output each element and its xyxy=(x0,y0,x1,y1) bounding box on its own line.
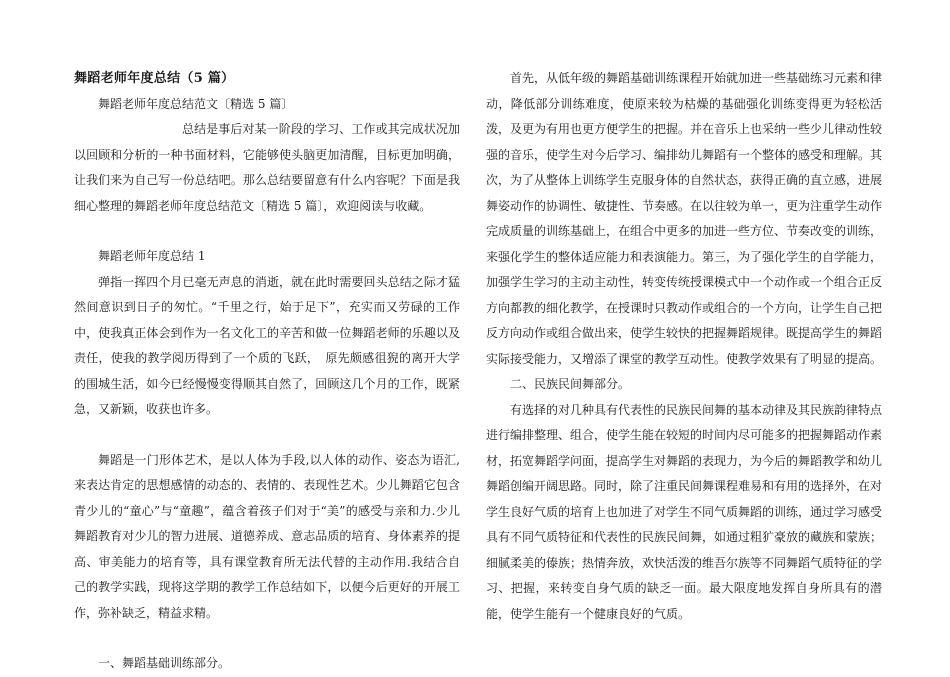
document-subtitle: 舞蹈老师年度总结范文〔精选 5 篇〕 xyxy=(98,96,294,111)
paragraph-4: 有选择的对几种具有代表性的民族民间舞的基本动律及其民族韵律特点进行编排整理、组合，使学生能在较短的时间内尽可能多的把握舞蹈动作素材，拓宽舞蹈学问面，提高学生对舞蹈的表现力，为今后的舞蹈教学和幼儿舞蹈创编开阔思路。同时，除了注重民间舞课程难易和有用的选择外，在对学生良好气质的培育上也加进了对学生不同气质舞蹈的训练，通过学习感受具有不同气质特征和代表性的民族民间舞，如通过粗犷豪放的藏族和蒙族；细腻柔美的傣族；热情奔放，欢快活泼的维吾尔族等不同舞蹈气质特征的学习、把握，来转变自身气质的缺乏一面。最大限度地发挥自身所具有的潜能，使学生能有一个健康良好的气质。 xyxy=(486,402,883,621)
left-column xyxy=(74,66,460,677)
document-title: 舞蹈老师年度总结（5 篇） xyxy=(74,71,235,86)
section-title: 舞蹈老师年度总结 1 xyxy=(98,249,206,263)
right-column xyxy=(486,66,882,627)
paragraph-3: 首先，从低年级的舞蹈基础训练课程开始就加进一些基础练习元素和律动，降低部分训练难度，使原来较为枯燥的基础强化训练变得更为轻松活泼，及更为有用也更方便学生的把握。并在音乐上也采纳一些少儿律动性较强的音乐，使学生对今后学习、编排幼儿舞蹈有一个整体的感受和理解。其次，为了从整体上训练学生克服身体的自然状态，获得正确的直立感，进展舞姿动作的协调性、敏捷性、节奏感。在以往较为单一，更为注重学生动作完成质量的训练基础上，在组合中更多的加进一些方位、节奏改变的训练，来强化学生的整体适应能力和表演能力。第三，为了强化学生的自学能力，加强学生学习的主动主动性，转变传统授课模式中一个动作或一个组合正反方向都教的细化教学，在授课时只教动作或组合的一个方向，让学生自己把反方向动作或组合做出来，使学生较快的把握舞蹈规律。既提高学生的舞蹈实际接受能力，又增添了课堂的教学互动性。使教学效果有了明显的提高。 xyxy=(486,71,883,366)
heading-folk-dance: 二、民族民间舞部分。 xyxy=(510,377,631,391)
paragraph-1: 弹指一挥四个月已毫无声息的消逝，就在此时需要回头总结之际才猛然间意识到日子的匆忙。“千里之行，始于足下”，充实而又劳碌的工作中，使我真正体会到作为一名文化工的辛苦和做一位舞蹈老师的乐趣以及责任，使我的教学阅历得到了一个质的飞跃， 原先颇感徂猊的离开大学的围城生活，如今已经慢慢变得顺其自然了，回顾这几个月的工作，既紧急，又新颖，收获也许多。 xyxy=(74,274,460,416)
intro-paragraph: 总结是事后对某一阶段的学习、工作或其完成状况加以回顾和分析的一种书面材料，它能够使头脑更加清醒，目标更加明确，让我们来为自己写一份总结吧。那么总结要留意有什么内容呢？下面是我细心整理的舞蹈老师年度总结范文〔精选 5 篇〕，欢迎阅读与收藏。 xyxy=(74,122,460,213)
spacer xyxy=(74,219,460,244)
spacer xyxy=(74,423,460,448)
paragraph-2: 舞蹈是一门形体艺术，是以人体为手段,以人体的动作、姿态为语汇,来表达肯定的思想感情的动态的、表情的、表现性艺术。少儿舞蹈它包含青少儿的“童心”与“童趣”，蕴含着孩子们对于“美”的感受与亲和力.少儿舞蹈教育对少儿的智力进展、道德养成、意志品质的培育、身体素养的提高、审美能力的培育等，具有课堂教育所无法代替的主动作用.我结合自己的教学实践，现将这学期的教学工作总结如下，以便今后更好的开展工作，弥补缺乏，精益求精。 xyxy=(74,452,460,620)
spacer xyxy=(74,626,460,651)
heading-basic-training: 一、舞蹈基础训练部分。 xyxy=(98,656,231,670)
